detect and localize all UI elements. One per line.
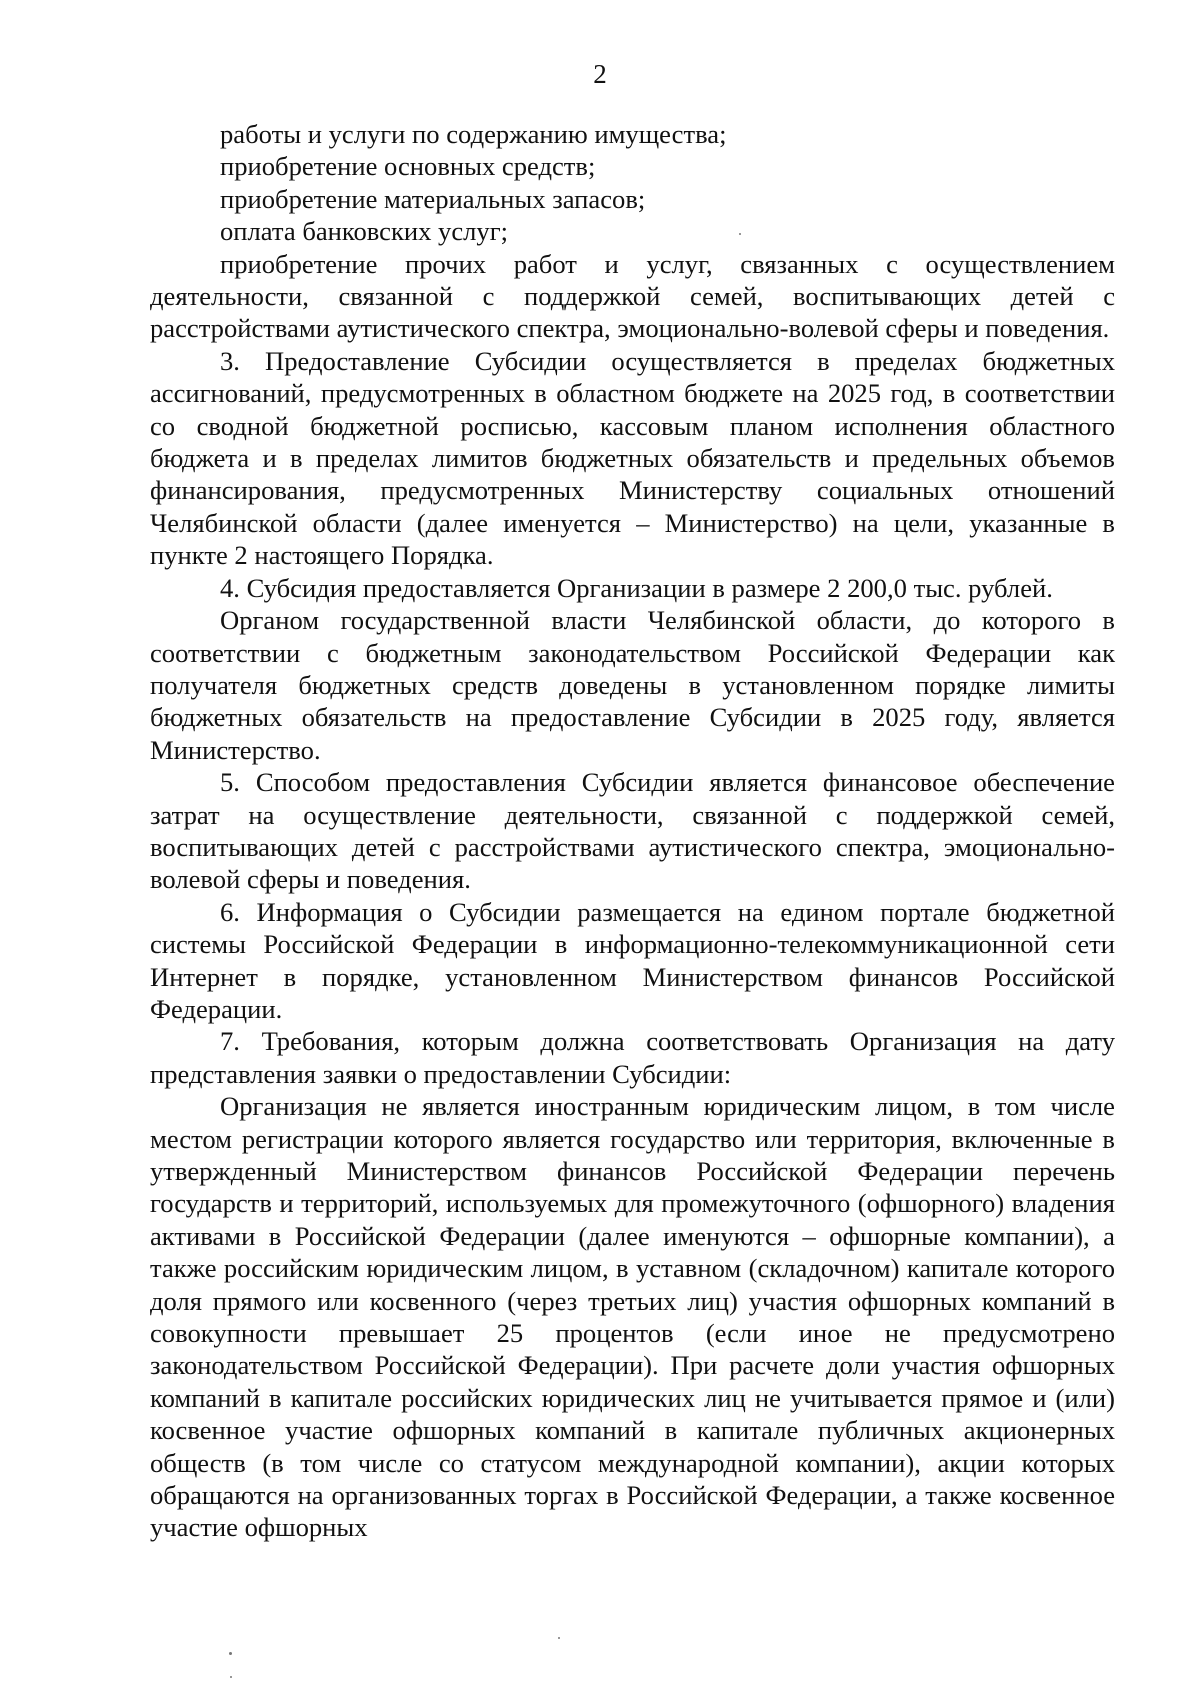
page-number: 2	[593, 59, 607, 89]
scan-speck	[229, 1652, 232, 1655]
paragraph: 5. Способом предоставления Субсидии является финансовое обеспечение затрат на осуществление деятельности, связанной с поддержкой семей, воспитывающих детей с расстройствами аутистического спектра, эмоционально-волевой сферы и поведения.	[150, 767, 1115, 895]
paragraph: приобретение прочих работ и услуг, связанных с осуществлением деятельности, связанной с поддержкой семей, воспитывающих детей с расстройствами аутистического спектра, эмоционально-волевой сферы и поведения.	[150, 248, 1115, 344]
paragraph: 4. Субсидия предоставляется Организации в размере 2 200,0 тыс. рублей.	[220, 572, 1053, 603]
paragraph: 6. Информация о Субсидии размещается на едином портале бюджетной системы Российской Федерации в информационно-телекоммуникационной сети Интернет в порядке, установленном Министерством финансов Российской Федерации.	[150, 896, 1115, 1024]
paragraph: 3. Предоставление Субсидии осуществляется в пределах бюджетных ассигнований, предусмотренных в областном бюджете на 2025 год, в соответствии со сводной бюджетной росписью, кассовым планом исполнения областного бюджета и в пределах лимитов бюджетных обязательств и предельных объемов финансирования, предусмотренных Министерству социальных отношений Челябинской области (далее именуется – Министерство) на цели, указанные в пункте 2 настоящего Порядка.	[150, 345, 1115, 571]
paragraph: приобретение материальных запасов;	[220, 183, 646, 214]
paragraph: 7. Требования, которым должна соответствовать Организация на дату представления заявки о предоставлении Субсидии:	[150, 1026, 1115, 1089]
paragraph: оплата банковских услуг;	[220, 216, 509, 247]
scan-speck	[739, 233, 741, 235]
paragraph: Организация не является иностранным юридическим лицом, в том числе местом регистрации которого является государство или территория, включенные в утвержденный Министерством финансов Российской Федерации перечень государств и территорий, используемых для промежуточного (офшорного) владения активами в Российской Федерации (далее именуются – офшорные компании), а также российским юридическим лицом, в уставном (складочном) капитале которого доля прямого или косвенного (через третьих лиц) участия офшорных компаний в совокупности превышает 25 процентов (если иное не предусмотрено законодательством Российской Федерации). При расчете доли участия офшорных компаний в капитале российских юридических лиц не учитывается прямое и (или) косвенное участие офшорных компаний в капитале публичных акционерных обществ (в том числе со статусом международной компании), акции которых обращаются на организованных торгах в Российской Федерации, а также косвенное участие офшорных	[150, 1091, 1115, 1543]
scan-speck	[230, 1676, 232, 1678]
scan-speck	[558, 1637, 560, 1639]
document-body	[150, 118, 1115, 1544]
paragraph: работы и услуги по содержанию имущества;	[220, 119, 727, 149]
paragraph: приобретение основных средств;	[220, 151, 596, 182]
paragraph: Органом государственной власти Челябинской области, до которого в соответствии с бюджетным законодательством Российской Федерации как получателя бюджетных средств доведены в установленном порядке лимиты бюджетных обязательств на предоставление Субсидии в 2025 году, является Министерство.	[150, 605, 1115, 765]
